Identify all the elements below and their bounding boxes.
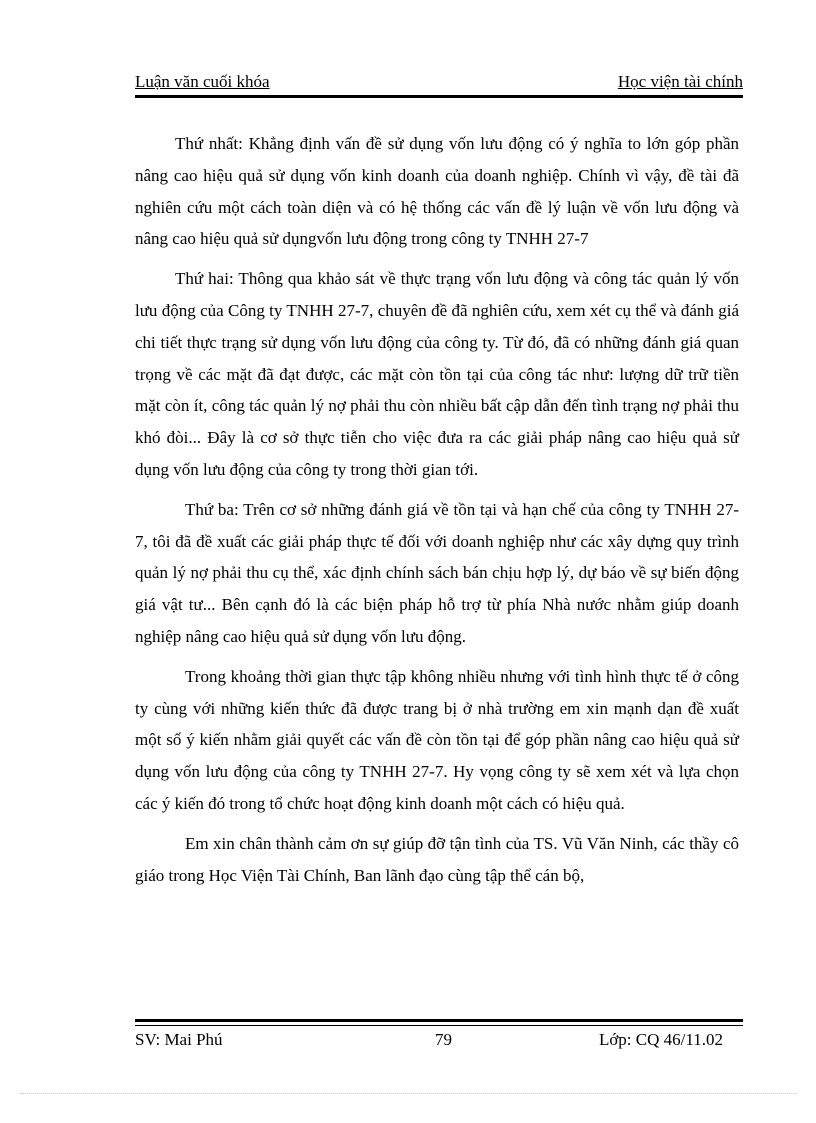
footer-class: Lớp: CQ 46/11.02 — [598, 1030, 723, 1049]
paragraph-third: Thứ ba: Trên cơ sở những đánh giá về tồn tại và hạn chế của công ty TNHH 27-7, tôi đã đề xuất các giải pháp thực tế đối với doanh nghiệp như các xây dựng quy trình quản lý nợ phải thu cụ thể, xác định chính sách bán chịu hợp lý, dự báo về sự biến động giá vật tư... Bên cạnh đó là các biện pháp hỗ trợ từ phía Nhà nước nhằm giúp doanh nghiệp nâng cao hiệu quả sử dụng vốn lưu động. — [135, 499, 739, 646]
footer-rule-thick — [135, 1019, 743, 1022]
page-footer — [135, 1030, 743, 1054]
footer-student: SV: Mai Phú — [135, 1030, 223, 1049]
page-header — [135, 72, 743, 96]
paragraph-fifth: Em xin chân thành cảm ơn sự giúp đỡ tận tình của TS. Vũ Văn Ninh, các thầy cô giáo trong Học Viện Tài Chính, Ban lãnh đạo cùng tập thể cán bộ, — [135, 833, 739, 885]
paragraph-fourth: Trong khoảng thời gian thực tập không nhiều nhưng với tình hình thực tế ở công ty cùng với những kiến thức đã được trang bị ở nhà trường em xin mạnh dạn đề xuất một số ý kiến nhằm giải quyết các vấn đề còn tồn tại để góp phần nâng cao hiệu quả sử dụng vốn lưu động của công ty TNHH 27-7. Hy vọng công ty sẽ xem xét và lựa chọn các ý kiến đó trong tổ chức hoạt động kinh doanh một cách có hiệu quả. — [135, 666, 739, 813]
page-number: 79 — [435, 1030, 452, 1049]
header-institution: Học viện tài chính — [617, 72, 743, 91]
paragraph-first: Thứ nhất: Khẳng định vấn đề sử dụng vốn lưu động có ý nghĩa to lớn góp phần nâng cao hiệu quả sử dụng vốn kinh doanh của doanh nghiệp. Chính vì vậy, đề tài đã nghiên cứu một cách toàn diện và có hệ thống các vấn đề lý luận về vốn lưu động và nâng cao hiệu quả sử dụngvốn lưu động trong công ty TNHH 27-7 — [135, 134, 739, 249]
paragraph-second: Thứ hai: Thông qua khảo sát về thực trạng vốn lưu động và công tác quản lý vốn lưu động của Công ty TNHH 27-7, chuyên đề đã nghiên cứu, xem xét cụ thể và đánh giá chi tiết thực trạng sử dụng vốn lưu động của công ty. Từ đó, đã có những đánh giá quan trọng về các mặt đã đạt được, các mặt còn tồn tại của công tác như: lượng dữ trữ tiền mặt còn ít, công tác quản lý nợ phải thu còn nhiều bất cập dẫn đến tình trạng nợ phải thu khó đòi... Đây là cơ sở thực tiễn cho việc đưa ra các giải pháp nâng cao hiệu quả sử dụng vốn lưu động của công ty trong thời gian tới. — [135, 269, 739, 479]
body-text — [135, 128, 739, 899]
header-rule — [135, 95, 743, 98]
footer-rule-thin — [135, 1025, 743, 1026]
header-thesis-title: Luận văn cuối khóa — [135, 72, 270, 91]
page-bottom-border — [20, 1093, 796, 1094]
